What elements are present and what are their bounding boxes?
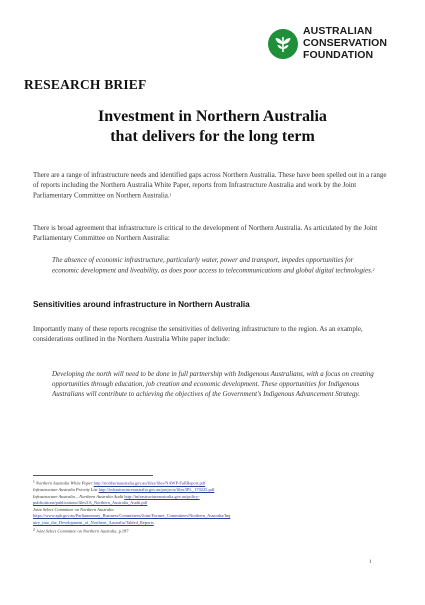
- logo-wordmark: [303, 25, 387, 61]
- footnote-link[interactable]: http://infrastructureaustralia.gov.au/projects/files/IPL_170225.pdf: [98, 487, 215, 493]
- block-quote-1: [52, 255, 378, 276]
- footnote-link[interactable]: publications/publications/files/IA_Northern_Australia_Audit.pdf: [33, 500, 148, 506]
- footnotes: [33, 479, 398, 535]
- acf-leaf-logo-icon: [268, 29, 298, 59]
- block-quote-2: Developing the north will need to be done in full partnership with Indigenous Australians, with a focus on creating opportunities through education, job creation and economic development. These opportunities for Indigenous Australians will contribute to achieving the objectives of the Government's Indigenous Advancement Strategy.: [52, 370, 374, 399]
- footnote-ref-1: 1: [169, 193, 172, 198]
- logo-line-1: AUSTRALIAN: [303, 25, 373, 37]
- paragraph-1-text: There are a range of infrastructure needs and identified gaps across Northern Australia. These have been spelled out in a range of reports including the Northern Australia White Paper, reports from Infrastructure Australia and work by the Joint Parliamentary Committee on Northern Australia.: [33, 171, 387, 200]
- footnote-ref-2: 2: [372, 268, 375, 273]
- footnote-1-item-4-url: [33, 513, 398, 520]
- footnote-1-item-3-cont: [33, 500, 398, 507]
- paragraph-3: Importantly many of these reports recognise the sensitivities of delivering infrastructure to the region. As an example, considerations outlined in the Northern Australia White paper include:: [33, 325, 363, 344]
- footnote-1: $^1$ Northern Australia White Paper http://northernaustralia.gov.au/files/files/NAWP-FullReport.pdf: [33, 480, 206, 486]
- paragraph-2: There is broad agreement that infrastructure is critical to the development of Northern Australia. As articulated by the Joint Parliamentary Committee on Northern Australia:: [33, 224, 378, 243]
- logo-line-2: CONSERVATION: [303, 37, 388, 49]
- title-line-2: that delivers for the long term: [110, 128, 315, 145]
- section-heading: Sensitivities around infrastructure in Northern Australia: [33, 300, 250, 309]
- footnote-2: $^2$ Joint Select Committee on Northern Australia, p.187: [33, 527, 129, 534]
- footnote-1-item-4: Joint Select Committee on Northern Australia: [33, 506, 114, 512]
- title-line-1: Investment in Northern Australia: [98, 108, 327, 125]
- footnote-1-item-3: Infrastructure Australia – Northern Australia Audit http://infrastructureaustralia.gov.au/policy-: [33, 493, 200, 499]
- footnote-divider: [33, 475, 153, 476]
- logo-line-3: FOUNDATION: [303, 49, 374, 61]
- footnote-1-item-2: Infrastructure Australia Priority List http://infrastructureaustralia.gov.au/projects/files/IPL_170225.pdf: [33, 487, 215, 493]
- acf-logo: [268, 25, 418, 65]
- footnote-link[interactable]: http://northernaustralia.gov.au/files/files/NAWP-FullReport.pdf: [93, 480, 206, 486]
- page-number: 1: [369, 560, 372, 565]
- footnote-link[interactable]: http://infrastructureaustralia.gov.au/policy-: [124, 493, 200, 499]
- document-type-label: RESEARCH BRIEF: [24, 77, 147, 92]
- block-quote-1-text: The absence of economic infrastructure, particularly water, power and transport, impedes opportunities for economic development and liveability, as does poor access to telecommunications and global digital technologies.: [52, 256, 373, 275]
- footnote-link[interactable]: uiry_into_the_Development_of_Northern_Australia/Tabled_Reports: [33, 520, 154, 526]
- footnote-link[interactable]: https://www.aph.gov.au/Parliamentary_Business/Committees/Joint/Former_Committees/Northern_Australia/Inq: [33, 513, 231, 519]
- paragraph-1: [33, 170, 393, 201]
- document-title: [0, 107, 425, 147]
- footnote-1-item-4-url-cont: [33, 520, 398, 527]
